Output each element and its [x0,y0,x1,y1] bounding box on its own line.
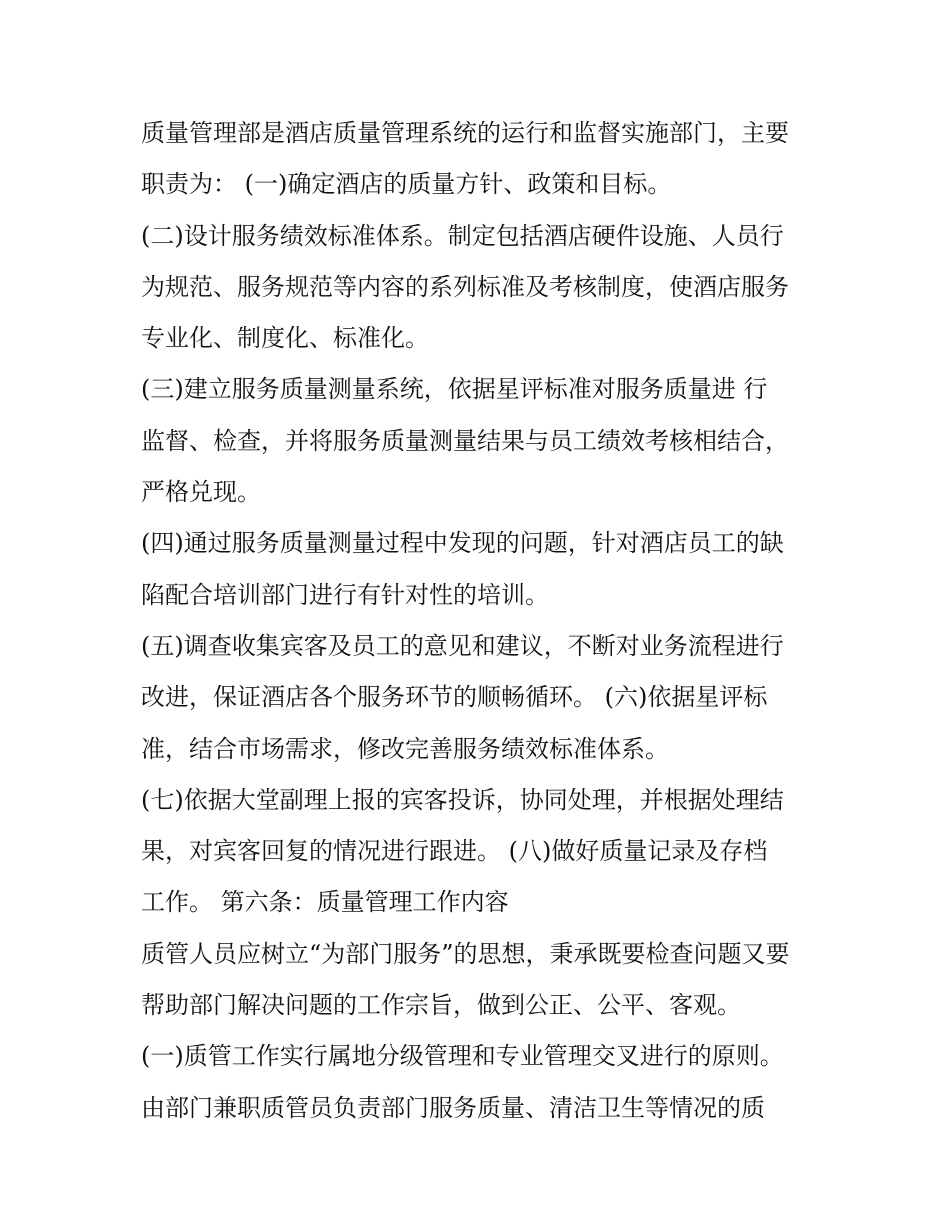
text-line: 改进，保证酒店各个服务环节的顺畅循环。 (六)依据星评标 [141,683,768,712]
text-line: 质量管理部是酒店质量管理系统的运行和监督实施部门，主要 [141,119,789,147]
text-line: (三)建立服务质量测量系统，依据星评标准对服务质量进 行 [141,375,768,404]
text-line: (七)依据大堂副理上报的宾客投诉，协同处理，并根据处理结 [141,785,784,814]
text-line: 为规范、服务规范等内容的系列标准及考核制度，使酒店服务 [141,272,789,301]
text-line: (四)通过服务质量测量过程中发现的问题，针对酒店员工的缺 [141,529,784,558]
text-line: (一)质管工作实行属地分级管理和专业管理交叉进行的原则。 [141,1042,784,1071]
text-line: 监督、检查，并将服务质量测量结果与员工绩效考核相结合， [141,426,789,455]
text-line: 果，对宾客回复的情况进行跟进。 (八)做好质量记录及存档 [141,837,768,866]
text-line: (二)设计服务绩效标准体系。制定包括酒店硬件设施、人员行 [141,221,784,250]
text-line: 帮助部门解决问题的工作宗旨，做到公正、公平、客观。 [141,991,741,1020]
text-line: 工作。 第六条：质量管理工作内容 [141,888,509,917]
document-body [141,108,841,1134]
text-line: 专业化、制度化、标准化。 [141,324,429,353]
text-line: 严格兑现。 [141,478,261,507]
text-line: 职责为： (一)确定酒店的质量方针、政策和目标。 [141,170,672,199]
text-line: 准，结合市场需求，修改完善服务绩效标准体系。 [141,734,669,763]
text-line: 陷配合培训部门进行有针对性的培训。 [141,580,549,609]
text-line: 质管人员应树立“为部门服务”的思想，秉承既要检查问题又要 [141,939,790,968]
text-line: 由部门兼职质管员负责部门服务质量、清洁卫生等情况的质 [141,1093,765,1122]
text-line: (五)调查收集宾客及员工的意见和建议，不断对业务流程进行 [141,631,784,660]
